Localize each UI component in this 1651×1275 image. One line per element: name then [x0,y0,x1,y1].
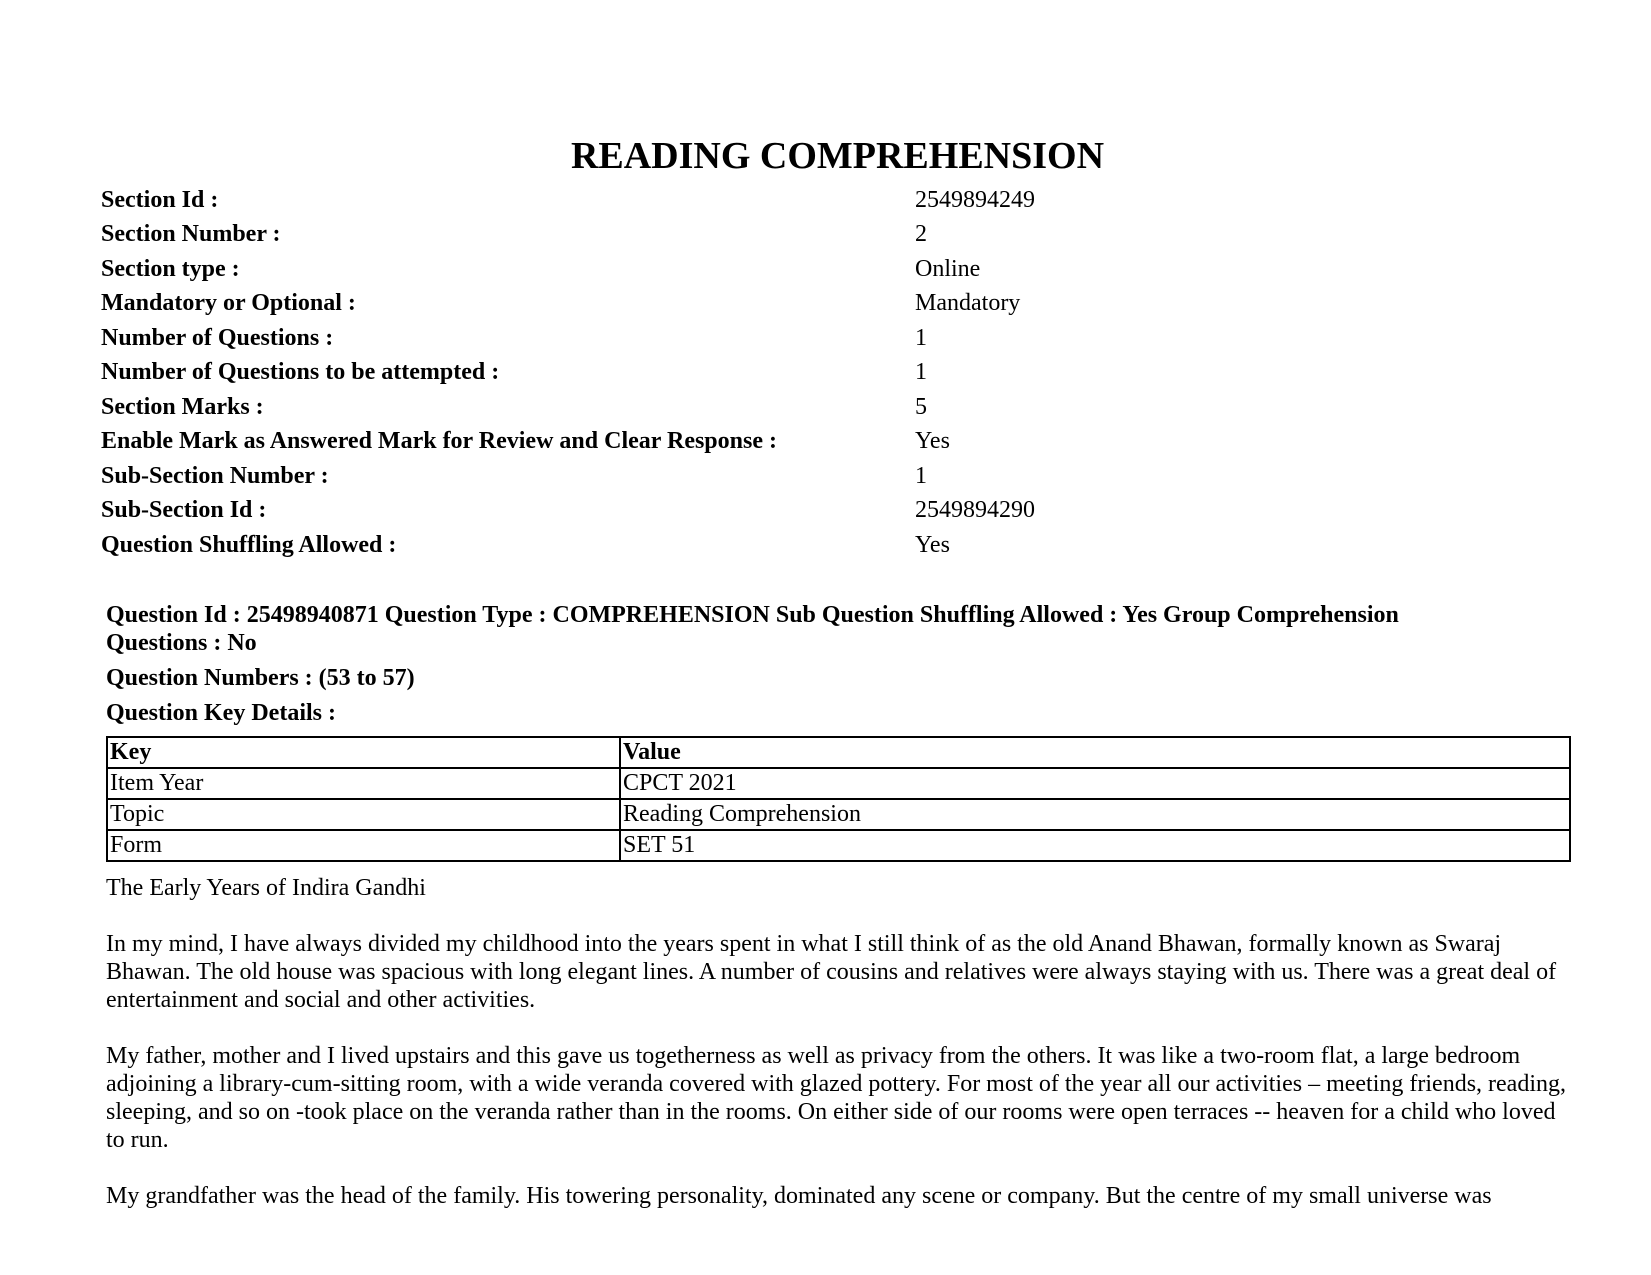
shuffling-label: Question Shuffling Allowed : [101,531,397,558]
table-cell-value: SET 51 [620,830,1570,861]
table-row [107,799,1570,830]
section-id-value: 2549894249 [915,186,1035,213]
mark-review-row [101,425,1551,460]
passage-title: The Early Years of Indira Gandhi [106,875,426,901]
attempt-count-row [101,356,1551,391]
table-cell-key: Topic [107,799,620,830]
section-marks-value: 5 [915,393,927,420]
section-number-value: 2 [915,221,927,248]
question-count-label: Number of Questions : [101,324,334,351]
table-cell-key: Item Year [107,768,620,799]
table-row [107,830,1570,861]
sub-section-id-label: Sub-Section Id : [101,497,267,524]
section-marks-row [101,390,1551,425]
mandatory-label: Mandatory or Optional : [101,290,356,317]
passage-paragraph: My father, mother and I lived upstairs and this gave us togetherness as well as privacy from the others. It was like a two-room flat, a large bedroom adjoining a library-cum-sitting room, with a wide veranda covered with glazed pottery. For most of the year all our activities – meeting friends, reading, sleeping, and so on -took place on the veranda rather than in the rooms. On either side of our rooms were open terraces -- heaven for a child who loved to run. [106,1043,1567,1153]
shuffling-row [101,528,1551,563]
table-header-row [107,737,1570,768]
page-title: READING COMPREHENSION [570,135,1105,177]
sub-section-number-row [101,459,1551,494]
table-header-value: Value [620,737,1570,768]
question-numbers: Question Numbers : (53 to 57) [106,665,415,691]
question-header-line-2: Questions : No [106,630,257,656]
table-header-key: Key [107,737,620,768]
question-key-table [106,736,1571,862]
section-id-label: Section Id : [101,186,219,213]
section-type-label: Section type : [101,255,240,282]
table-row [107,768,1570,799]
sub-section-number-label: Sub-Section Number : [101,462,329,489]
mandatory-value: Mandatory [915,290,1021,317]
attempt-count-value: 1 [915,359,927,386]
question-header [106,601,1556,657]
question-key-details-label: Question Key Details : [106,700,336,726]
section-marks-label: Section Marks : [101,393,264,420]
question-count-value: 1 [915,324,927,351]
table-cell-value: CPCT 2021 [620,768,1570,799]
section-type-value: Online [915,255,981,282]
section-number-label: Section Number : [101,221,281,248]
section-id-row [101,183,1551,218]
table-cell-value: Reading Comprehension [620,799,1570,830]
section-details [101,183,1551,563]
passage-paragraph: My grandfather was the head of the family. His towering personality, dominated any scene or company. But the centre of my small universe was [106,1183,1492,1209]
question-count-row [101,321,1551,356]
shuffling-value: Yes [915,531,950,558]
passage-paragraph: In my mind, I have always divided my childhood into the years spent in what I still think of as the old Anand Bhawan, formally known as Swaraj Bhawan. The old house was spacious with long elegant lines. A number of cousins and relatives were always staying with us. There was a great deal of entertainment and social and other activities. [106,931,1557,1013]
mark-review-value: Yes [915,428,950,455]
question-header-line-1: Question Id : 25498940871 Question Type : COMPREHENSION Sub Question Shuffling Allowed : Yes Group Comprehension [106,602,1399,628]
sub-section-id-value: 2549894290 [915,497,1035,524]
sub-section-number-value: 1 [915,462,927,489]
mandatory-row [101,287,1551,322]
attempt-count-label: Number of Questions to be attempted : [101,359,500,386]
mark-review-label: Enable Mark as Answered Mark for Review and Clear Response : [101,428,777,455]
sub-section-id-row [101,494,1551,529]
section-number-row [101,218,1551,253]
passage [106,874,1571,1238]
section-type-row [101,252,1551,287]
table-cell-key: Form [107,830,620,861]
